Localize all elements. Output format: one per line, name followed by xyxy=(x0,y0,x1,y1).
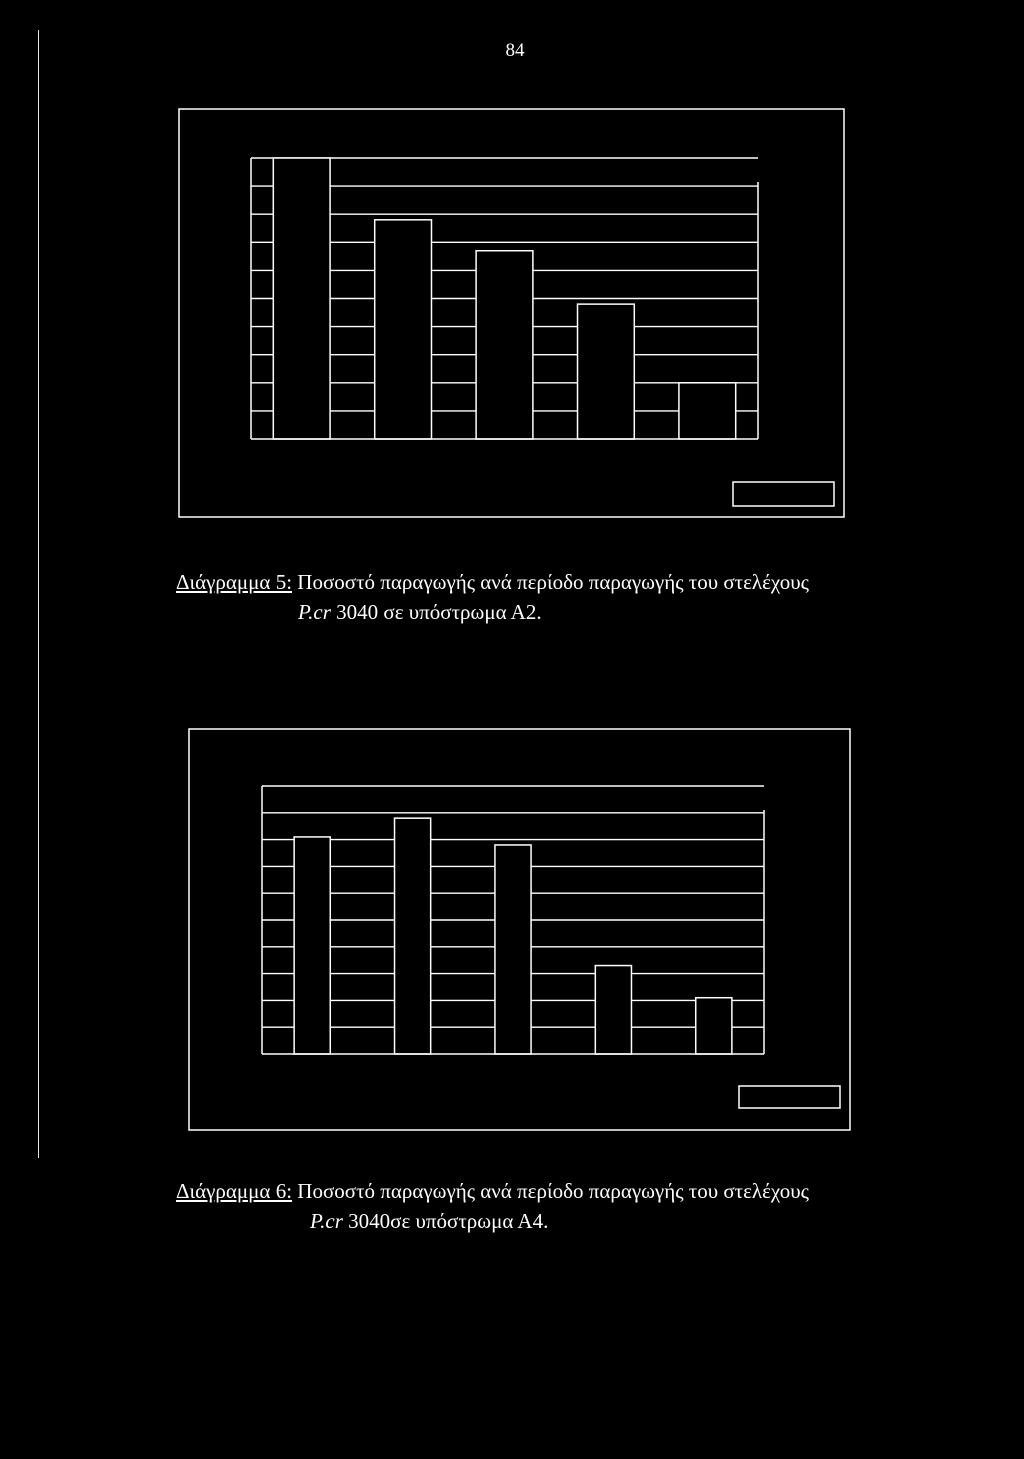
caption-5-text: Ποσοστό παραγωγής ανά περίοδο παραγωγής του στελέχους xyxy=(297,570,809,594)
caption-6-strain: 3040σε υπόστρωμα Α4. xyxy=(342,1209,549,1233)
chart-5-bar xyxy=(476,251,533,439)
caption-6-text: Ποσοστό παραγωγής ανά περίοδο παραγωγής του στελέχους xyxy=(297,1179,809,1203)
caption-5-line2 xyxy=(176,597,809,627)
caption-6-line2 xyxy=(176,1206,809,1236)
caption-diagram-6 xyxy=(176,1176,809,1236)
caption-5-strain: 3040 σε υπόστρωμα Α2. xyxy=(330,600,542,624)
caption-5-species: P.cr xyxy=(298,600,331,624)
chart-6-bar xyxy=(696,998,732,1054)
chart-5-legend-box xyxy=(733,482,834,506)
chart-5-bar xyxy=(679,383,736,439)
chart-5-bar xyxy=(375,220,432,439)
chart-6-bar xyxy=(395,818,431,1054)
caption-5-label: Διάγραμμα 5: xyxy=(176,570,293,594)
page-margin-line xyxy=(38,30,39,1158)
page-number: 84 xyxy=(505,40,525,61)
chart-6-bar xyxy=(294,837,330,1054)
chart-6-bar xyxy=(495,845,531,1054)
chart-5-bar xyxy=(578,304,635,439)
chart-6-legend-box xyxy=(739,1086,840,1108)
caption-6-species: P.cr xyxy=(310,1209,343,1233)
chart-6-bar xyxy=(595,966,631,1054)
chart-diagram-6 xyxy=(186,726,854,1134)
caption-6-label: Διάγραμμα 6: xyxy=(176,1179,293,1203)
chart-5-bar xyxy=(273,158,330,439)
chart-6-svg xyxy=(186,726,854,1134)
chart-5-svg xyxy=(176,106,848,522)
chart-diagram-5 xyxy=(176,106,848,522)
caption-diagram-5 xyxy=(176,567,809,627)
chart-6-bars xyxy=(294,818,732,1054)
